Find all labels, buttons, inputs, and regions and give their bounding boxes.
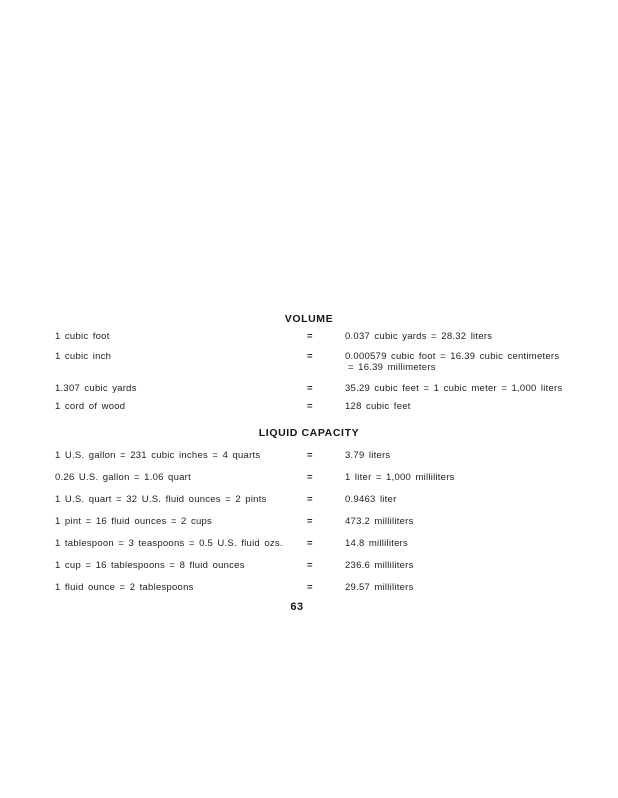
- equals-sign: =: [307, 383, 313, 394]
- row-left-term: 1 cord of wood: [55, 401, 126, 412]
- equals-sign: =: [307, 401, 313, 412]
- conversion-row: [0, 472, 618, 484]
- row-right-value: 0.9463 liter: [345, 494, 397, 505]
- row-left-term: 1 fluid ounce = 2 tablespoons: [55, 582, 194, 593]
- section-title-volume: VOLUME: [284, 313, 334, 325]
- equals-sign: =: [307, 582, 313, 593]
- row-left-term: 1 cubic inch: [55, 351, 112, 362]
- row-right-value: 236.6 milliliters: [345, 560, 414, 571]
- equals-sign: =: [307, 560, 313, 571]
- row-left-term: 1 U.S. gallon = 231 cubic inches = 4 quarts: [55, 450, 261, 461]
- conversion-row: [0, 331, 618, 343]
- row-right-value: 473.2 milliliters: [345, 516, 414, 527]
- row-left-term: 1 cup = 16 tablespoons = 8 fluid ounces: [55, 560, 245, 571]
- row-right-value: 3.79 liters: [345, 450, 391, 461]
- equals-sign: =: [307, 450, 313, 461]
- conversion-row: [0, 351, 618, 375]
- row-left-term: 1 tablespoon = 3 teaspoons = 0.5 U.S. fluid ozs.: [55, 538, 283, 549]
- conversion-row: [0, 560, 618, 572]
- row-right-value: 35.29 cubic feet = 1 cubic meter = 1,000 liters: [345, 383, 563, 394]
- row-right-value: 29.57 milliliters: [345, 582, 414, 593]
- page-number: 63: [290, 601, 304, 613]
- row-right-value: 1 liter = 1,000 milliliters: [345, 472, 455, 483]
- equals-sign: =: [307, 351, 313, 362]
- row-left-term: 0.26 U.S. gallon = 1.06 quart: [55, 472, 191, 483]
- equals-sign: =: [307, 331, 313, 342]
- conversion-row: [0, 383, 618, 395]
- row-left-term: 1 pint = 16 fluid ounces = 2 cups: [55, 516, 213, 527]
- equals-sign: =: [307, 538, 313, 549]
- row-left-term: 1.307 cubic yards: [55, 383, 137, 394]
- equals-sign: =: [307, 516, 313, 527]
- equals-sign: =: [307, 494, 313, 505]
- row-left-term: 1 U.S. quart = 32 U.S. fluid ounces = 2 pints: [55, 494, 267, 505]
- conversion-row: [0, 401, 618, 413]
- conversion-row: [0, 516, 618, 528]
- conversion-row: [0, 450, 618, 462]
- row-right-value: 0.037 cubic yards = 28.32 liters: [345, 331, 493, 342]
- row-left-term: 1 cubic foot: [55, 331, 110, 342]
- conversion-row: [0, 494, 618, 506]
- conversion-row: [0, 582, 618, 594]
- section-title-liquid-capacity: LIQUID CAPACITY: [258, 427, 360, 439]
- row-right-value: 14.8 milliliters: [345, 538, 409, 549]
- equals-sign: =: [307, 472, 313, 483]
- row-right-value: 0.000579 cubic foot = 16.39 cubic centimeters: [345, 351, 560, 362]
- row-right-value: 128 cubic feet: [345, 401, 411, 412]
- conversion-row: [0, 538, 618, 550]
- row-right-value-line2: = 16.39 millimeters: [348, 362, 436, 373]
